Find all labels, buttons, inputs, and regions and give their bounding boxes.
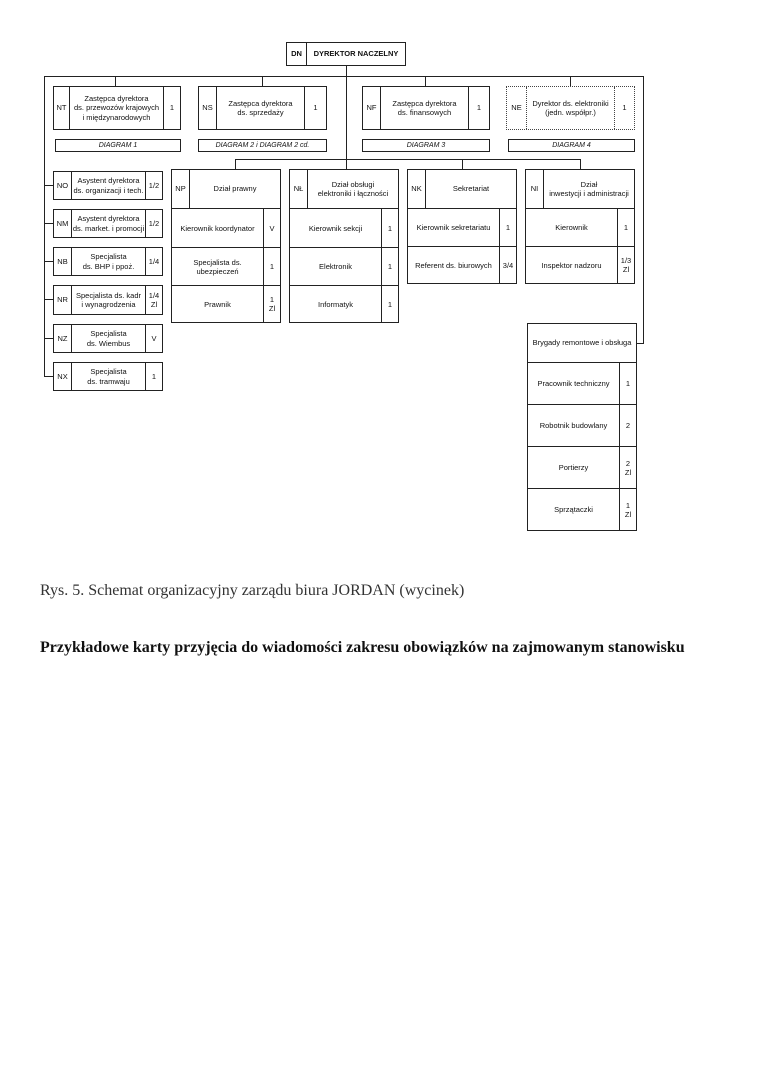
position-title: Kierownik xyxy=(555,223,588,232)
department-box xyxy=(407,169,517,284)
staff-title: Specjalista ds. BHP i ppoż. xyxy=(72,248,146,275)
diagram-label: DIAGRAM 1 xyxy=(55,139,181,152)
deputy-code: NS xyxy=(199,87,217,129)
staff-code: NM xyxy=(54,210,72,237)
connector xyxy=(462,159,463,169)
staff-value: 1/4 xyxy=(148,256,160,266)
connector xyxy=(44,261,53,262)
top-code: DN xyxy=(287,43,307,65)
connector xyxy=(44,76,644,77)
position-value: 1 Zl xyxy=(263,286,280,322)
position-row xyxy=(290,208,398,247)
staff-code: NZ xyxy=(54,325,72,352)
staff-value: 1/2 xyxy=(148,180,160,190)
connector xyxy=(44,76,45,376)
position-value: 1 xyxy=(381,248,398,285)
staff-box xyxy=(53,324,163,353)
position-value: 1 xyxy=(619,363,636,404)
connector xyxy=(636,343,644,344)
connector xyxy=(44,376,53,377)
section-heading: Przykładowe karty przyjęcia do wiadomości zakresu obowiązków na zajmowanym stanowisku xyxy=(40,639,685,656)
department-title: Dział obsługi elektroniki i łączności xyxy=(317,179,389,198)
staff-box xyxy=(53,209,163,238)
position-title: Sprzątaczki xyxy=(554,505,593,514)
position-value: 1 xyxy=(263,248,280,285)
connector xyxy=(262,76,263,86)
deputy-box xyxy=(362,86,490,130)
staff-box xyxy=(53,285,163,315)
department-code: NI xyxy=(526,170,544,208)
staff-title: Specjalista ds. kadr i wynagrodzenia xyxy=(72,286,146,314)
connector xyxy=(115,76,116,86)
connector xyxy=(346,76,347,159)
position-value: 1 xyxy=(499,209,516,246)
connector xyxy=(643,76,644,344)
deputy-code: NF xyxy=(363,87,381,129)
staff-value: 1/2 xyxy=(148,218,160,228)
position-title: Informatyk xyxy=(317,299,353,309)
staff-code: NX xyxy=(54,363,72,390)
position-value: 1 xyxy=(381,209,398,247)
staff-title: Asystent dyrektora ds. market. i promocji xyxy=(72,210,146,237)
position-title: Prawnik xyxy=(204,299,231,309)
department-title: Dział prawny xyxy=(213,184,257,194)
position-title: Inspektor nadzoru xyxy=(541,260,602,270)
position-title: Robotnik budowlany xyxy=(539,421,608,430)
position-title: Portierzy xyxy=(558,463,589,472)
connector xyxy=(570,76,571,86)
department-title: Dział inwestycji i administracji xyxy=(549,179,629,198)
position-row xyxy=(290,247,398,285)
deputy-title: Dyrektor ds. elektroniki (jedn. współpr.) xyxy=(527,87,615,129)
position-row xyxy=(526,246,634,283)
position-row xyxy=(408,208,516,246)
connector xyxy=(346,159,347,169)
top-title: DYREKTOR NACZELNY xyxy=(313,49,399,59)
staff-box xyxy=(53,247,163,276)
staff-box xyxy=(53,171,163,200)
department-code: NP xyxy=(172,170,190,208)
department-box xyxy=(525,169,635,284)
deputy-title: Zastępca dyrektora ds. sprzedaży xyxy=(217,87,305,129)
position-title: Specjalista ds. ubezpieczeń xyxy=(193,257,242,276)
position-value: 1 Zl xyxy=(619,489,636,530)
position-row xyxy=(172,247,280,285)
staff-title: Specjalista ds. tramwaju xyxy=(72,363,146,390)
position-value: 1 xyxy=(381,286,398,322)
staff-value: 1/4 Zl xyxy=(148,290,160,309)
position-value: 1/3 Zl xyxy=(617,247,634,283)
position-row xyxy=(172,208,280,247)
position-row xyxy=(528,488,636,530)
deputy-value: 1 xyxy=(622,103,627,113)
connector xyxy=(425,76,426,86)
connector xyxy=(235,159,236,169)
connector xyxy=(580,159,581,169)
staff-code: NB xyxy=(54,248,72,275)
diagram-label: DIAGRAM 4 xyxy=(508,139,635,152)
connector xyxy=(44,299,53,300)
staff-box xyxy=(53,362,163,391)
department-box xyxy=(289,169,399,323)
deputy-value: 1 xyxy=(313,103,318,113)
staff-title: Asystent dyrektora ds. organizacji i tech. xyxy=(72,172,146,199)
connector xyxy=(346,66,347,76)
department-code: NK xyxy=(408,170,426,208)
connector xyxy=(44,223,53,224)
deputy-box xyxy=(53,86,181,130)
position-value: 3/4 xyxy=(499,247,516,283)
deputy-box xyxy=(198,86,327,130)
position-title: Pracownik techniczny xyxy=(537,379,610,388)
deputy-code: NT xyxy=(54,87,70,129)
position-row xyxy=(172,285,280,322)
top-box xyxy=(286,42,406,66)
deputy-value: 1 xyxy=(169,103,175,113)
position-title: Referent ds. biurowych xyxy=(415,260,492,270)
staff-title: Specjalista ds. Wiembus xyxy=(72,325,146,352)
department-code: NŁ xyxy=(290,170,308,208)
department-box xyxy=(171,169,281,323)
figure-caption: Rys. 5. Schemat organizacyjny zarządu biura JORDAN (wycinek) xyxy=(40,582,465,599)
deputy-value: 1 xyxy=(476,103,482,113)
position-row xyxy=(408,246,516,283)
staff-value: V xyxy=(151,333,157,343)
position-value: 2 Zl xyxy=(619,447,636,488)
deputy-box xyxy=(506,86,635,130)
position-row xyxy=(528,446,636,488)
staff-value: 1 xyxy=(151,371,157,381)
position-title: Kierownik sekretariatu xyxy=(416,223,491,232)
deputy-title: Zastępca dyrektora ds. finansowych xyxy=(381,87,469,129)
position-title: Kierownik sekcji xyxy=(308,223,363,233)
diagram-label: DIAGRAM 2 i DIAGRAM 2 cd. xyxy=(198,139,327,152)
connector xyxy=(44,185,53,186)
brigades-box xyxy=(527,323,637,531)
position-title: Elektronik xyxy=(319,262,352,271)
position-title: Kierownik koordynator xyxy=(180,223,255,233)
staff-code: NO xyxy=(54,172,72,199)
deputy-code: NE xyxy=(507,87,527,129)
deputy-title: Zastępca dyrektora ds. przewozów krajowych i międzynarodowych xyxy=(70,87,164,129)
position-row xyxy=(528,404,636,446)
position-row xyxy=(528,362,636,404)
position-value: 1 xyxy=(617,209,634,246)
position-value: 2 xyxy=(619,405,636,446)
diagram-label: DIAGRAM 3 xyxy=(362,139,490,152)
position-row xyxy=(526,208,634,246)
connector xyxy=(44,338,53,339)
department-title: Sekretariat xyxy=(452,184,490,194)
brigades-title: Brygady remontowe i obsługa xyxy=(532,338,632,348)
staff-code: NR xyxy=(54,286,72,314)
connector xyxy=(235,159,581,160)
position-row xyxy=(290,285,398,322)
position-value: V xyxy=(263,209,280,247)
